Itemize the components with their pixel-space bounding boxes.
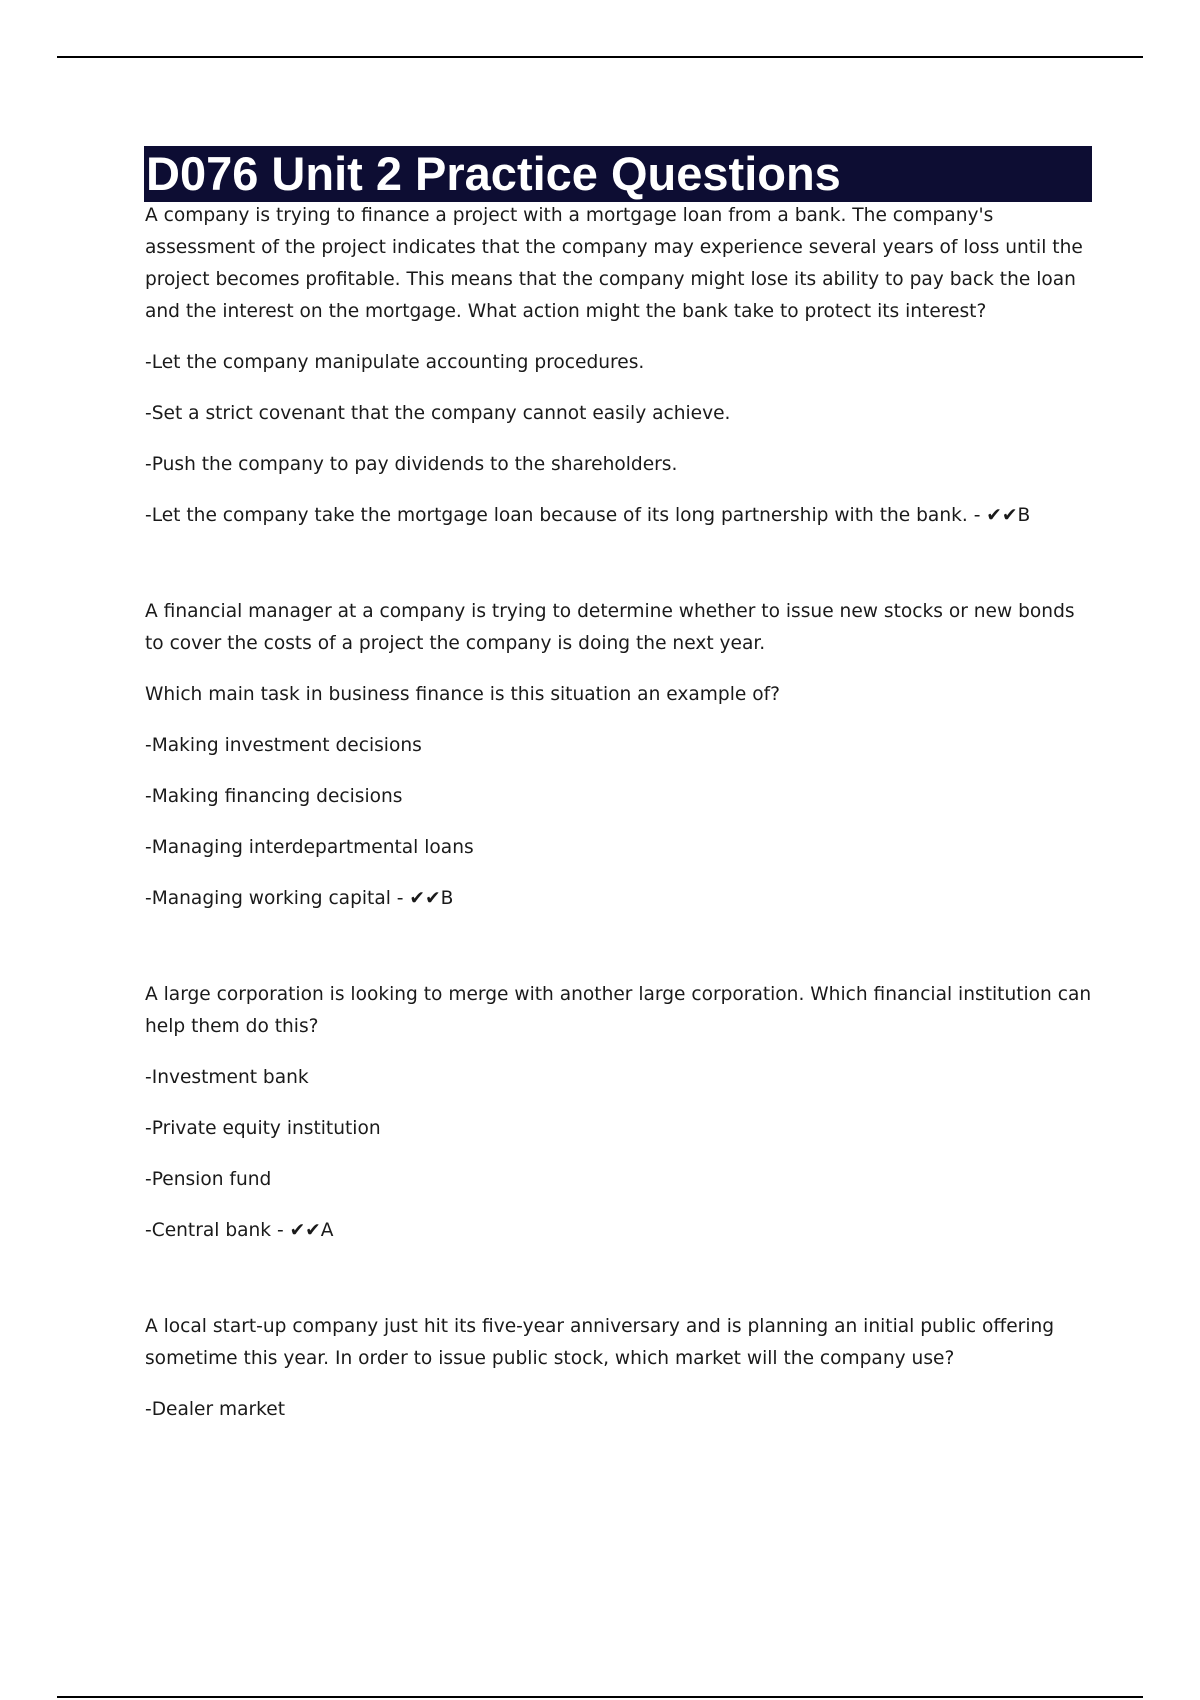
- answer-option: -Private equity institution: [145, 1118, 381, 1139]
- question-text: A company is trying to finance a project with a mortgage loan from a bank. The company's assessment of the project indicates that the company may experience several years of loss until the project becomes profitable. This means that the company might lose its ability to pay back the loan and the interest on the mortgage. What action might the bank take to protect its interest?: [145, 205, 1083, 322]
- question-block-1: [145, 200, 1095, 532]
- question-block-3: [145, 979, 1095, 1247]
- answer-option: -Managing interdepartmental loans: [145, 837, 474, 858]
- answer-option: -Making financing decisions: [145, 786, 403, 807]
- answer-option: -Dealer market: [145, 1399, 286, 1420]
- page-title: D076 Unit 2 Practice Questions: [146, 147, 841, 200]
- answer-option: -Making investment decisions: [145, 735, 422, 756]
- question-block-2: [145, 596, 1095, 915]
- answer-option: -Push the company to pay dividends to the shareholders.: [145, 454, 678, 475]
- top-rule: [57, 56, 1143, 58]
- document-body: [145, 200, 1095, 1426]
- question-text: A financial manager at a company is trying to determine whether to issue new stocks or new bonds to cover the costs of a project the company is doing the next year.: [145, 601, 1075, 654]
- answer-option-with-key: -Central bank - ✔✔A: [145, 1220, 334, 1241]
- answer-option: -Set a strict covenant that the company cannot easily achieve.: [145, 403, 731, 424]
- question-prompt: Which main task in business finance is this situation an example of?: [145, 684, 781, 705]
- question-text: A large corporation is looking to merge with another large corporation. Which financial institution can help them do this?: [145, 984, 1092, 1037]
- answer-option: -Pension fund: [145, 1169, 272, 1190]
- bottom-rule: [57, 1696, 1143, 1698]
- title-banner: [144, 146, 1092, 202]
- answer-option: -Investment bank: [145, 1067, 309, 1088]
- question-text: A local start-up company just hit its five-year anniversary and is planning an initial public offering sometime this year. In order to issue public stock, which market will the company use?: [145, 1316, 1055, 1369]
- question-block-4: [145, 1311, 1095, 1426]
- answer-option-with-key: -Let the company take the mortgage loan because of its long partnership with the bank. - ✔✔B: [145, 505, 1031, 526]
- answer-option: -Let the company manipulate accounting procedures.: [145, 352, 645, 373]
- answer-option-with-key: -Managing working capital - ✔✔B: [145, 888, 454, 909]
